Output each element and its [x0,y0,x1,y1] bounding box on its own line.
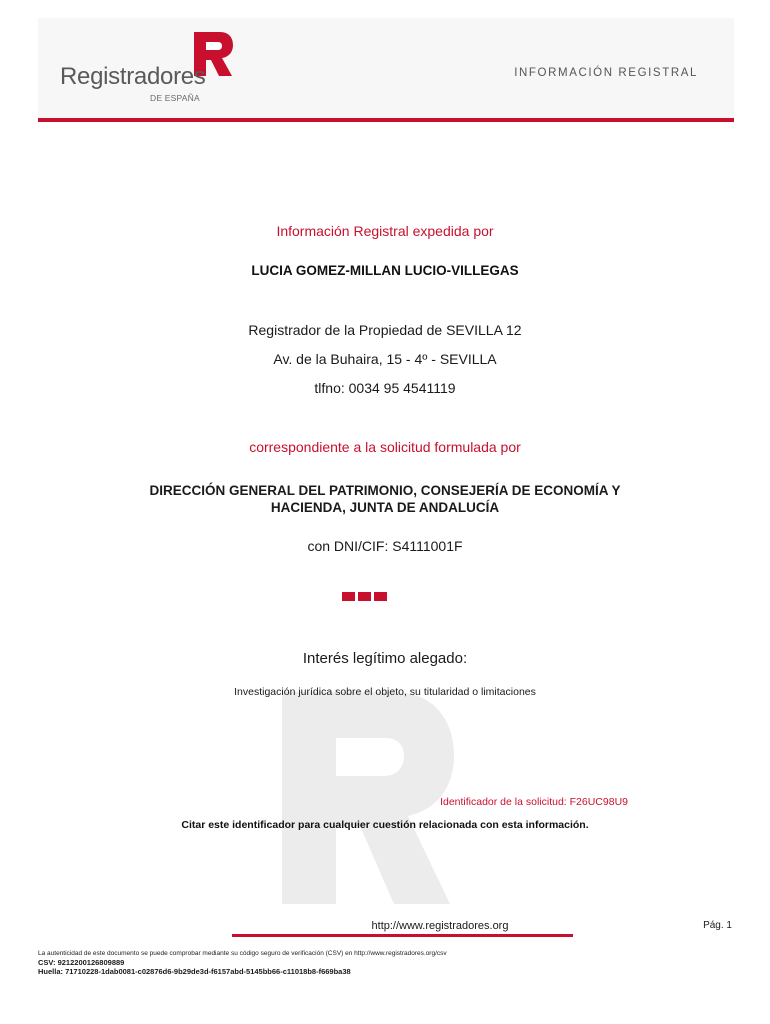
registry-phone: tlfno: 0034 95 4541119 [314,380,456,396]
header-divider [38,118,734,122]
legitimate-interest-detail: Investigación jurídica sobre el objeto, su titularidad o limitaciones [234,686,536,698]
cite-identifier-note: Citar este identificador para cualquier cuestión relacionada con esta información. [181,819,589,831]
requested-by-label: correspondiente a la solicitud formulada por [249,439,521,455]
logo-wordmark: Registradores [60,63,206,90]
registradores-url-link[interactable]: http://www.registradores.org [371,920,509,932]
document-fingerprint: Huella: 71710228-1dab0081-c02876d6-9b29de3d-f6157abd-5145bb66-c11018b8-f669ba38 [38,967,351,976]
csv-verification-note: La autenticidad de este documento se puede comprobar mediante su código seguro de verificación (CSV) en http://www.registradores.org/csv [38,950,447,957]
registrar-name: LUCIA GOMEZ-MILLAN LUCIO-VILLEGAS [251,263,519,278]
registry-office: Registrador de la Propiedad de SEVILLA 12 [248,322,522,338]
document-title: INFORMACIÓN REGISTRAL [514,67,698,79]
csv-code: CSV: 9212200126809889 [38,958,125,967]
applicant-name: DIRECCIÓN GENERAL DEL PATRIMONIO, CONSEJERÍA DE ECONOMÍA Y HACIENDA, JUNTA DE ANDALUCÍA [149,483,621,515]
separator-squares [342,592,390,602]
issued-by-label: Información Registral expedida por [276,223,494,239]
footer-divider [232,934,573,937]
applicant-dni: con DNI/CIF: S4111001F [307,538,463,554]
request-identifier: Identificador de la solicitud: F26UC98U9 [440,796,628,808]
registradores-logo [58,30,238,110]
logo-subtext: DE ESPAÑA [150,93,200,103]
page-number: Pág. 1 [703,920,732,931]
registry-address: Av. de la Buhaira, 15 - 4º - SEVILLA [273,351,497,367]
legitimate-interest-heading: Interés legítimo alegado: [302,650,468,667]
